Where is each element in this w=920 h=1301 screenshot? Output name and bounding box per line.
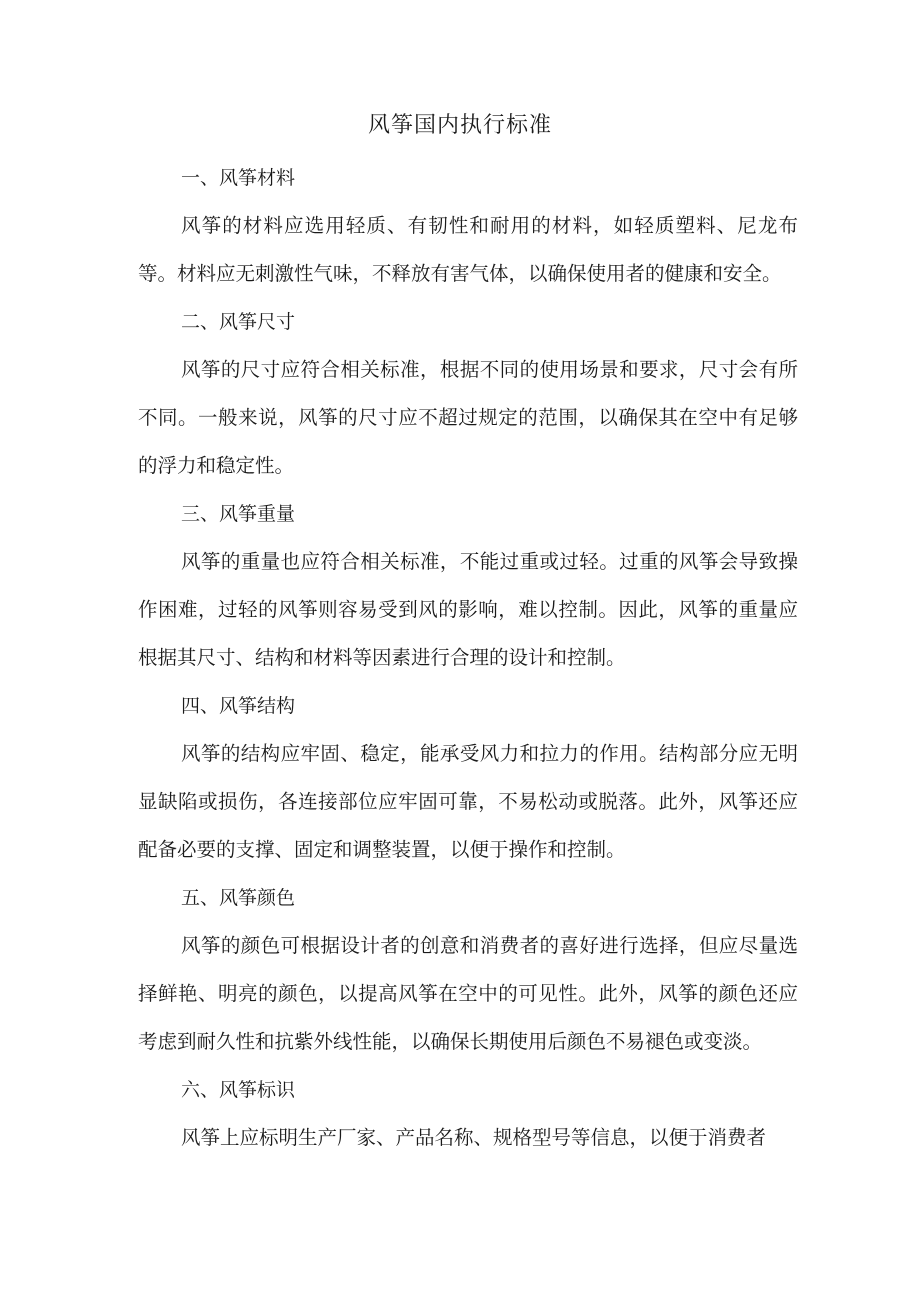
section-paragraph: 风筝的颜色可根据设计者的创意和消费者的喜好进行选择，但应尽量选择鲜艳、明亮的颜色，以提高风筝在空中的可见性。此外，风筝的颜色还应考虑到耐久性和抗紫外线性能，以确保长期使用后颜色不易褪色或变淡。 <box>138 934 798 1053</box>
section-paragraph: 风筝的尺寸应符合相关标准，根据不同的使用场景和要求，尺寸会有所不同。一般来说，风筝的尺寸应不超过规定的范围，以确保其在空中有足够的浮力和稳定性。 <box>138 358 798 477</box>
section-weight <box>138 490 798 682</box>
section-structure <box>138 682 798 874</box>
document-title: 风筝国内执行标准 <box>367 113 552 138</box>
section-paragraph: 风筝的重量也应符合相关标准，不能过重或过轻。过重的风筝会导致操作困难，过轻的风筝则容易受到风的影响，难以控制。因此，风筝的重量应根据其尺寸、结构和材料等因素进行合理的设计和控制。 <box>138 550 798 669</box>
section-heading: 一、风筝材料 <box>181 167 296 189</box>
section-color <box>138 874 798 1066</box>
section-marking <box>138 1066 798 1162</box>
section-heading: 二、风筝尺寸 <box>181 311 296 333</box>
section-paragraph: 风筝的材料应选用轻质、有韧性和耐用的材料，如轻质塑料、尼龙布等。材料应无刺激性气味，不释放有害气体，以确保使用者的健康和安全。 <box>138 214 798 285</box>
section-paragraph: 风筝的结构应牢固、稳定，能承受风力和拉力的作用。结构部分应无明显缺陷或损伤，各连接部位应牢固可靠，不易松动或脱落。此外，风筝还应配备必要的支撑、固定和调整装置，以便于操作和控制。 <box>138 742 798 861</box>
document-body <box>138 154 798 1162</box>
section-heading: 三、风筝重量 <box>181 503 296 525</box>
section-size <box>138 298 798 490</box>
section-materials <box>138 154 798 298</box>
section-heading: 五、风筝颜色 <box>181 887 296 909</box>
section-paragraph: 风筝上应标明生产厂家、产品名称、规格型号等信息，以便于消费者 <box>181 1126 767 1149</box>
section-heading: 四、风筝结构 <box>181 695 296 717</box>
section-heading: 六、风筝标识 <box>181 1079 296 1101</box>
